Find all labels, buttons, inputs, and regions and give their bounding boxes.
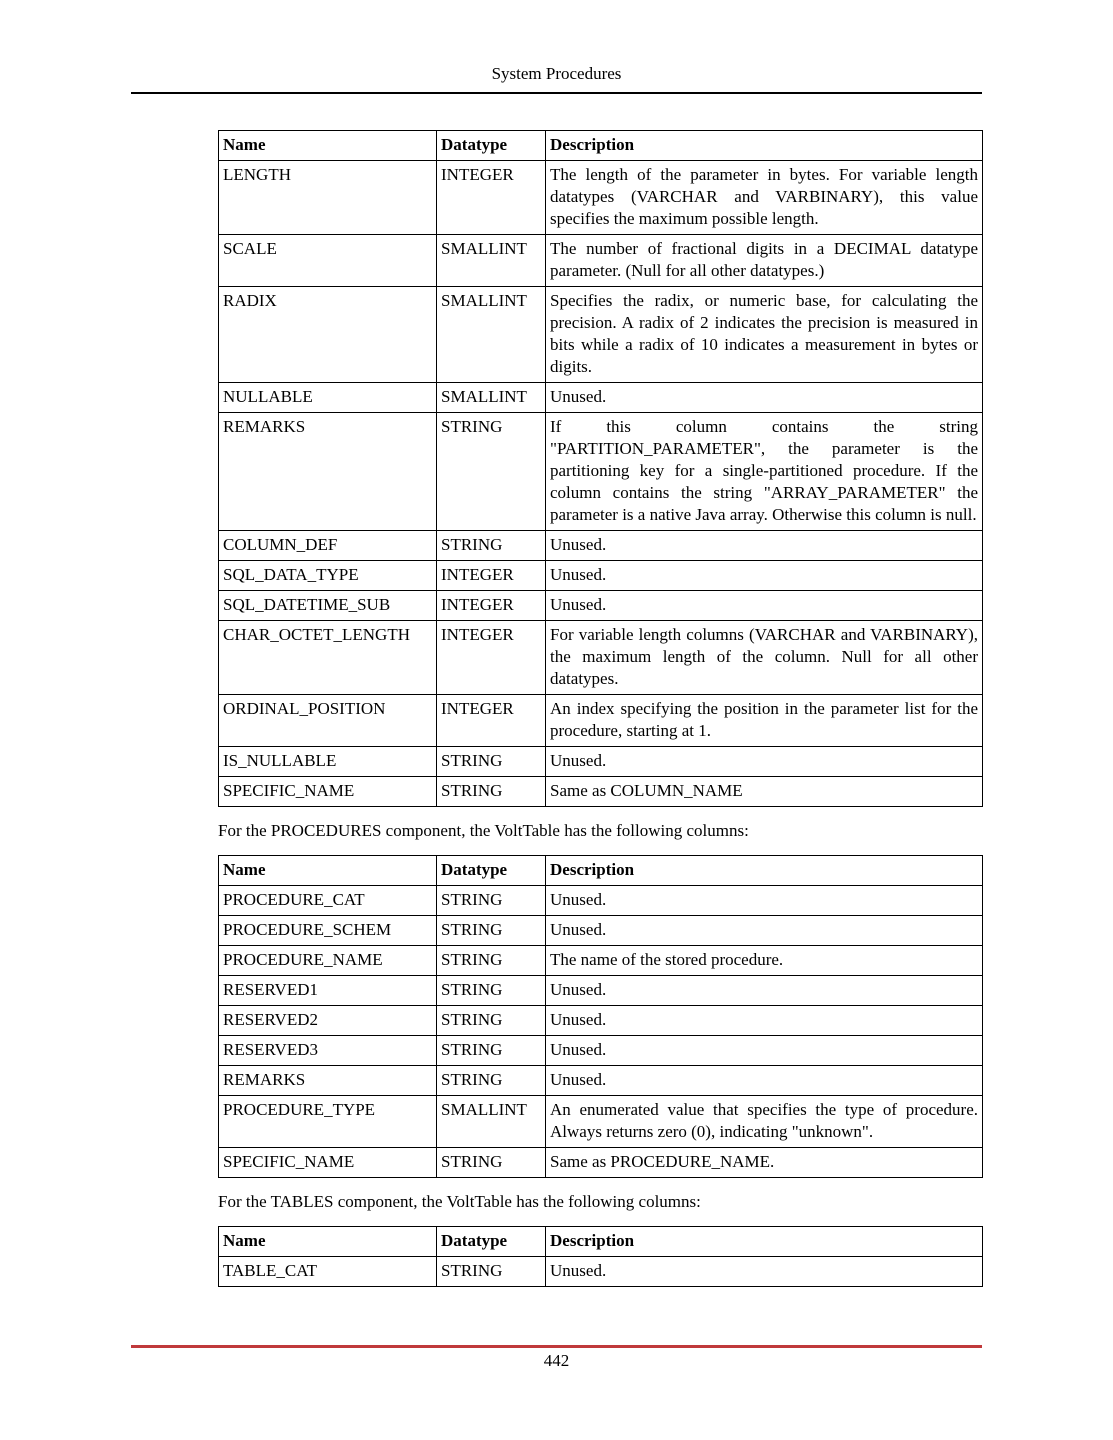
cell-description: Unused. xyxy=(546,916,983,946)
table-row xyxy=(219,1006,983,1036)
cell-name: SPECIFIC_NAME xyxy=(219,777,437,807)
cell-description: Same as COLUMN_NAME xyxy=(546,777,983,807)
table-row xyxy=(219,886,983,916)
table-row xyxy=(219,1096,983,1148)
table-row xyxy=(219,946,983,976)
cell-description: The name of the stored procedure. xyxy=(546,946,983,976)
cell-datatype: STRING xyxy=(437,916,546,946)
table-row xyxy=(219,695,983,747)
cell-datatype: INTEGER xyxy=(437,695,546,747)
table-row xyxy=(219,591,983,621)
cell-name: IS_NULLABLE xyxy=(219,747,437,777)
table-row xyxy=(219,916,983,946)
cell-datatype: STRING xyxy=(437,413,546,531)
cell-name: RESERVED2 xyxy=(219,1006,437,1036)
procedures-table-body xyxy=(219,886,983,1178)
column-header-description: Description xyxy=(546,856,983,886)
cell-name: PROCEDURE_SCHEM xyxy=(219,916,437,946)
cell-datatype: INTEGER xyxy=(437,621,546,695)
cell-description: Unused. xyxy=(546,561,983,591)
page-header xyxy=(131,64,982,94)
cell-description: Unused. xyxy=(546,531,983,561)
cell-datatype: SMALLINT xyxy=(437,287,546,383)
cell-datatype: STRING xyxy=(437,1257,546,1287)
column-header-name: Name xyxy=(219,856,437,886)
cell-datatype: STRING xyxy=(437,1006,546,1036)
table-header-row xyxy=(219,1227,983,1257)
column-header-description: Description xyxy=(546,1227,983,1257)
cell-description: Unused. xyxy=(546,383,983,413)
cell-name: RADIX xyxy=(219,287,437,383)
tables-columns-table xyxy=(218,1226,983,1287)
cell-description: If this column contains the string "PARTITION_PARAMETER", the parameter is the partitioning key for a single-partitioned procedure. If the column contains the string "ARRAY_PARAMETER" the parameter is a native Java array. Otherwise this column is null. xyxy=(546,413,983,531)
table-row xyxy=(219,161,983,235)
table-header-row xyxy=(219,131,983,161)
column-header-datatype: Datatype xyxy=(437,131,546,161)
page-content xyxy=(218,130,982,1287)
table-row xyxy=(219,747,983,777)
cell-datatype: STRING xyxy=(437,886,546,916)
cell-datatype: STRING xyxy=(437,777,546,807)
cell-description: An enumerated value that specifies the type of procedure. Always returns zero (0), indicating "unknown". xyxy=(546,1096,983,1148)
cell-name: PROCEDURE_NAME xyxy=(219,946,437,976)
column-header-name: Name xyxy=(219,1227,437,1257)
procedures-columns-table xyxy=(218,855,983,1178)
cell-datatype: STRING xyxy=(437,531,546,561)
table-row xyxy=(219,413,983,531)
cell-description: Unused. xyxy=(546,591,983,621)
cell-datatype: STRING xyxy=(437,976,546,1006)
tables-intro: For the TABLES component, the VoltTable has the following columns: xyxy=(218,1192,701,1211)
cell-datatype: STRING xyxy=(437,1148,546,1178)
table-row xyxy=(219,383,983,413)
table-row xyxy=(219,235,983,287)
cell-name: REMARKS xyxy=(219,413,437,531)
cell-name: SQL_DATA_TYPE xyxy=(219,561,437,591)
cell-description: Unused. xyxy=(546,1006,983,1036)
table-row xyxy=(219,621,983,695)
cell-description: Unused. xyxy=(546,976,983,1006)
cell-name: PROCEDURE_TYPE xyxy=(219,1096,437,1148)
column-header-name: Name xyxy=(219,131,437,161)
cell-name: PROCEDURE_CAT xyxy=(219,886,437,916)
page-header-title: System Procedures xyxy=(491,64,622,83)
cell-name: LENGTH xyxy=(219,161,437,235)
table-row xyxy=(219,1066,983,1096)
table-row xyxy=(219,1257,983,1287)
parameter-columns-table xyxy=(218,130,983,807)
cell-name: SPECIFIC_NAME xyxy=(219,1148,437,1178)
cell-name: NULLABLE xyxy=(219,383,437,413)
cell-datatype: INTEGER xyxy=(437,561,546,591)
table-row xyxy=(219,561,983,591)
footer-rule xyxy=(131,1345,982,1348)
cell-datatype: INTEGER xyxy=(437,591,546,621)
cell-name: REMARKS xyxy=(219,1066,437,1096)
table-row xyxy=(219,1036,983,1066)
cell-description: The number of fractional digits in a DECIMAL datatype parameter. (Null for all other datatypes.) xyxy=(546,235,983,287)
cell-description: Specifies the radix, or numeric base, for calculating the precision. A radix of 2 indicates the precision is measured in bits while a radix of 10 indicates a measurement in bytes or digits. xyxy=(546,287,983,383)
cell-datatype: SMALLINT xyxy=(437,383,546,413)
table-row xyxy=(219,777,983,807)
cell-description: An index specifying the position in the parameter list for the procedure, starting at 1. xyxy=(546,695,983,747)
table-row xyxy=(219,976,983,1006)
cell-datatype: SMALLINT xyxy=(437,235,546,287)
column-header-datatype: Datatype xyxy=(437,856,546,886)
cell-description: Unused. xyxy=(546,1066,983,1096)
cell-name: RESERVED1 xyxy=(219,976,437,1006)
cell-description: The length of the parameter in bytes. For variable length datatypes (VARCHAR and VARBINARY), this value specifies the maximum possible length. xyxy=(546,161,983,235)
tables-table-body xyxy=(219,1257,983,1287)
cell-name: ORDINAL_POSITION xyxy=(219,695,437,747)
cell-description: Unused. xyxy=(546,1257,983,1287)
procedures-intro: For the PROCEDURES component, the VoltTable has the following columns: xyxy=(218,821,749,840)
cell-description: For variable length columns (VARCHAR and VARBINARY), the maximum length of the column. Null for all other datatypes. xyxy=(546,621,983,695)
column-header-datatype: Datatype xyxy=(437,1227,546,1257)
cell-datatype: STRING xyxy=(437,1066,546,1096)
cell-datatype: STRING xyxy=(437,946,546,976)
table-row xyxy=(219,531,983,561)
cell-name: SCALE xyxy=(219,235,437,287)
cell-description: Unused. xyxy=(546,1036,983,1066)
cell-name: RESERVED3 xyxy=(219,1036,437,1066)
table-header-row xyxy=(219,856,983,886)
page-number: 442 xyxy=(543,1351,570,1370)
column-header-description: Description xyxy=(546,131,983,161)
cell-description: Unused. xyxy=(546,747,983,777)
cell-name: CHAR_OCTET_LENGTH xyxy=(219,621,437,695)
cell-name: COLUMN_DEF xyxy=(219,531,437,561)
parameter-table-body xyxy=(219,161,983,807)
cell-name: SQL_DATETIME_SUB xyxy=(219,591,437,621)
cell-datatype: SMALLINT xyxy=(437,1096,546,1148)
cell-description: Unused. xyxy=(546,886,983,916)
cell-name: TABLE_CAT xyxy=(219,1257,437,1287)
table-row xyxy=(219,287,983,383)
table-row xyxy=(219,1148,983,1178)
cell-datatype: STRING xyxy=(437,747,546,777)
cell-description: Same as PROCEDURE_NAME. xyxy=(546,1148,983,1178)
cell-datatype: INTEGER xyxy=(437,161,546,235)
cell-datatype: STRING xyxy=(437,1036,546,1066)
